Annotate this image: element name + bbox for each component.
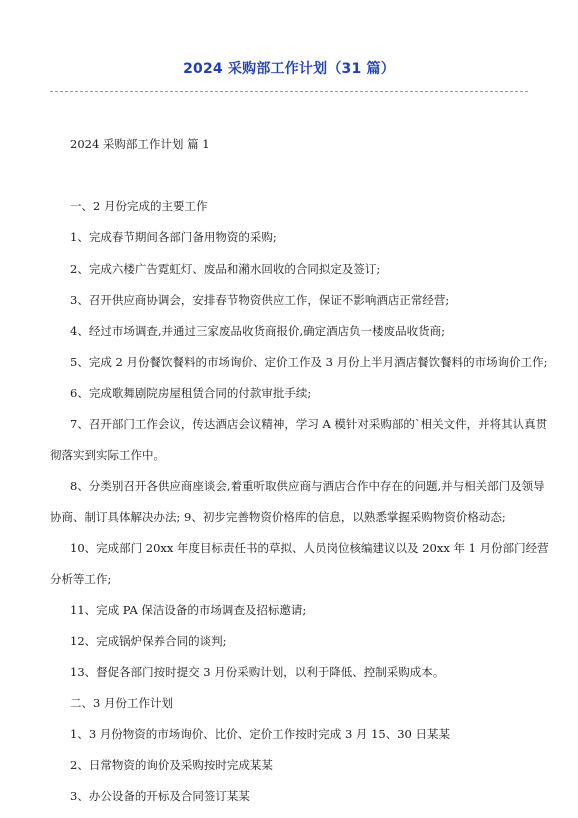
section-subtitle: 2024 采购部工作计划 篇 1 — [70, 137, 210, 151]
list-item: 6、完成歌舞剧院房屋租赁合同的付款审批手续; — [70, 386, 312, 400]
list-item: 3、办公设备的开标及合同签订某某 — [70, 789, 250, 803]
list-item-continuation: 彻落实到实际工作中。 — [50, 448, 165, 462]
list-item: 7、召开部门工作会议，传达酒店会议精神，学习 A 模针对采购部的`相关文件，并将其认真贯 — [70, 417, 548, 431]
list-item: 1、3 月份物资的市场询价、比价、定价工作按时完成 3 月 15、30 日某某 — [70, 727, 450, 741]
list-item: 1、完成春节期间各部门备用物资的采购; — [70, 230, 277, 244]
section-heading: 二、3 月份工作计划 — [70, 696, 173, 710]
list-item-continuation: 分析等工作; — [50, 572, 112, 586]
list-item: 2、完成六楼广告霓虹灯、废品和潲水回收的合同拟定及签订; — [70, 262, 381, 276]
list-item: 4、经过市场调查,并通过三家废品收货商报价,确定酒店负一楼废品收货商; — [70, 324, 445, 338]
list-item: 12、完成锅炉保养合同的谈判; — [70, 634, 227, 648]
document-title: 2024 采购部工作计划（31 篇） — [183, 61, 395, 77]
list-item: 5、完成 2 月份餐饮餐料的市场询价、定价工作及 3 月份上半月酒店餐饮餐料的市场询价工作; — [70, 355, 548, 369]
list-item: 13、督促各部门按时提交 3 月份采购计划，以利于降低、控制采购成本。 — [70, 665, 445, 679]
list-item: 3、召开供应商协调会，安排春节物资供应工作，保证不影响酒店正常经营; — [70, 293, 450, 307]
section-heading: 一、2 月份完成的主要工作 — [70, 199, 208, 213]
title-divider — [50, 91, 528, 92]
list-item: 8、分类别召开各供应商座谈会,着重听取供应商与酒店合作中存在的问题,并与相关部门及领导 — [70, 479, 545, 493]
list-item-continuation: 协商、制订具体解决办法; 9、初步完善物资价格库的信息，以熟悉掌握采购物资价格动态; — [50, 510, 506, 524]
list-item: 11、完成 PA 保洁设备的市场调查及招标邀请; — [70, 603, 307, 617]
list-item: 2、日常物资的询价及采购按时完成某某 — [70, 758, 273, 772]
list-item: 10、完成部门 20xx 年度目标责任书的草拟、人员岗位核编建议以及 20xx 年 1 月份部门经营 — [70, 541, 549, 555]
